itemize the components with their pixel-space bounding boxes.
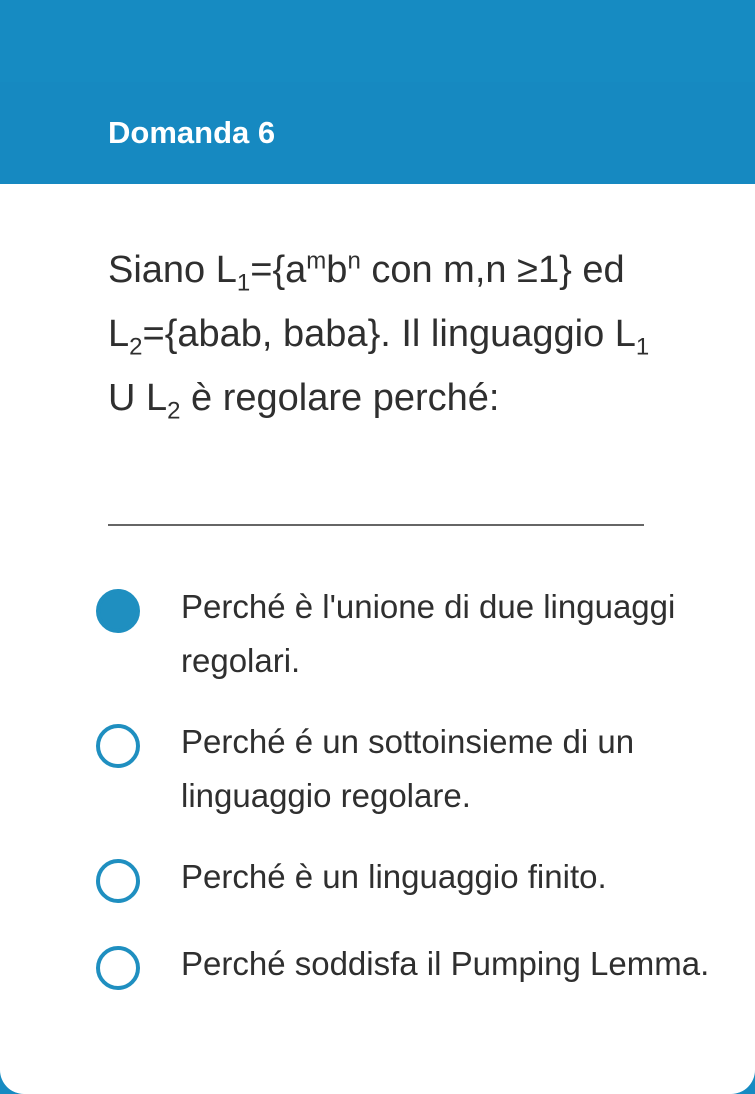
answer-option-label: Perché è l'unione di due linguaggi regolari. bbox=[181, 588, 676, 679]
radio-unselected-icon[interactable] bbox=[96, 724, 140, 768]
question-card bbox=[0, 184, 755, 1094]
question-text: Siano $L_1=\{a^mb^n$ con m,n ≥1} ed $L_2=\{abab$, baba}. Il linguaggio $L_1$ U $L_2$ è regolare perché: bbox=[108, 247, 650, 425]
top-bar bbox=[0, 0, 755, 82]
answer-option-label: Perché è un linguaggio finito. bbox=[181, 858, 607, 895]
corner-decoration bbox=[731, 1070, 755, 1094]
radio-selected-icon[interactable] bbox=[96, 589, 140, 633]
answer-option-label: Perché soddisfa il Pumping Lemma. bbox=[181, 945, 710, 982]
answer-option-label: Perché é un sottoinsieme di un linguaggio regolare. bbox=[181, 723, 635, 814]
corner-decoration bbox=[0, 1070, 24, 1094]
divider bbox=[108, 524, 644, 526]
radio-unselected-icon[interactable] bbox=[96, 946, 140, 990]
question-header bbox=[0, 82, 755, 184]
radio-unselected-icon[interactable] bbox=[96, 859, 140, 903]
page-title: Domanda 6 bbox=[108, 115, 276, 150]
